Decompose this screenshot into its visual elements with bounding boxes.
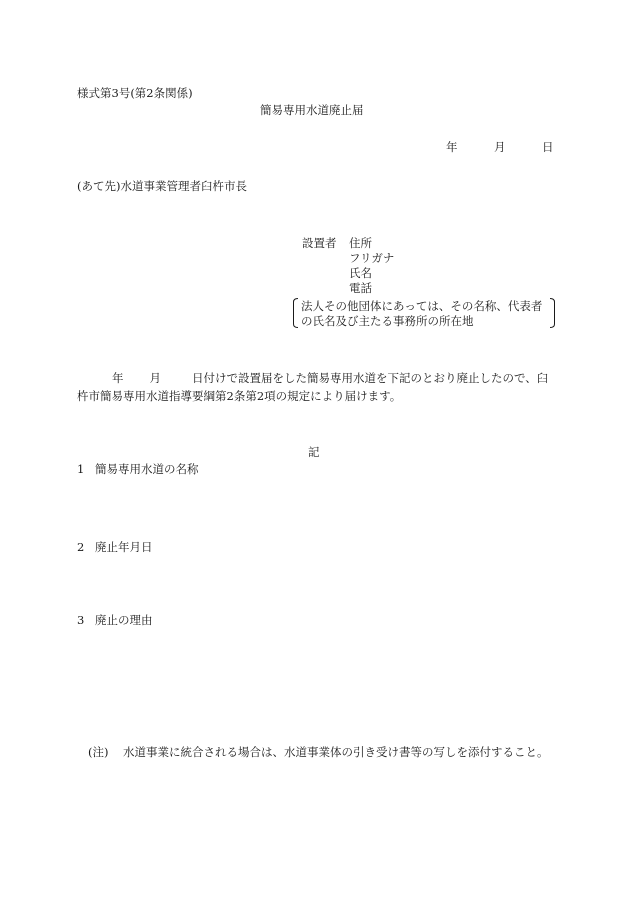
item-number: 1 — [77, 462, 85, 476]
footnote-text: 水道事業に統合される場合は、水道事業体の引き受け書等の写しを添付すること。 — [123, 745, 549, 759]
right-brace-icon — [549, 298, 556, 328]
left-brace-icon — [292, 298, 299, 328]
corporate-note-text — [301, 299, 542, 329]
body-text: 日付けで設置届をした簡易専用水道を下記のとおり廃止したので、臼杵市簡易専用水道指導要綱第2条第2項の規定により届けます。 — [77, 371, 549, 403]
applicant-label: 設置者 — [302, 236, 337, 250]
name-label: 氏名 — [349, 266, 372, 280]
addressee: (あて先)水道事業管理者臼杵市長 — [77, 179, 247, 193]
item-label: 廃止年月日 — [95, 540, 153, 554]
footnote-label: (注) — [88, 745, 109, 759]
phone-label: 電話 — [349, 281, 372, 295]
body-year-label: 年 — [112, 371, 124, 385]
date-day-label: 日 — [542, 140, 554, 154]
record-heading: 記 — [308, 445, 320, 459]
item-number: 3 — [77, 613, 85, 627]
body-month-label: 月 — [149, 371, 161, 385]
list-item — [77, 464, 199, 476]
date-month-label: 月 — [494, 140, 506, 154]
form-number: 様式第3号(第2条関係) — [77, 86, 193, 100]
list-item — [77, 615, 153, 627]
address-label: 住所 — [349, 236, 372, 250]
notification-body — [77, 369, 557, 405]
item-label: 廃止の理由 — [95, 613, 153, 627]
corporate-note-line2: の氏名及び主たる事務所の所在地 — [301, 314, 474, 328]
footnote — [88, 747, 549, 759]
furigana-label: フリガナ — [349, 251, 395, 265]
corporate-note — [292, 298, 556, 330]
corporate-note-line1: 法人その他団体にあっては、その名称、代表者 — [301, 299, 543, 313]
item-label: 簡易専用水道の名称 — [95, 462, 199, 476]
date-year-label: 年 — [446, 140, 458, 154]
item-number: 2 — [77, 540, 85, 554]
date-line — [446, 142, 554, 154]
list-item — [77, 542, 153, 554]
document-title: 簡易専用水道廃止届 — [260, 103, 364, 117]
